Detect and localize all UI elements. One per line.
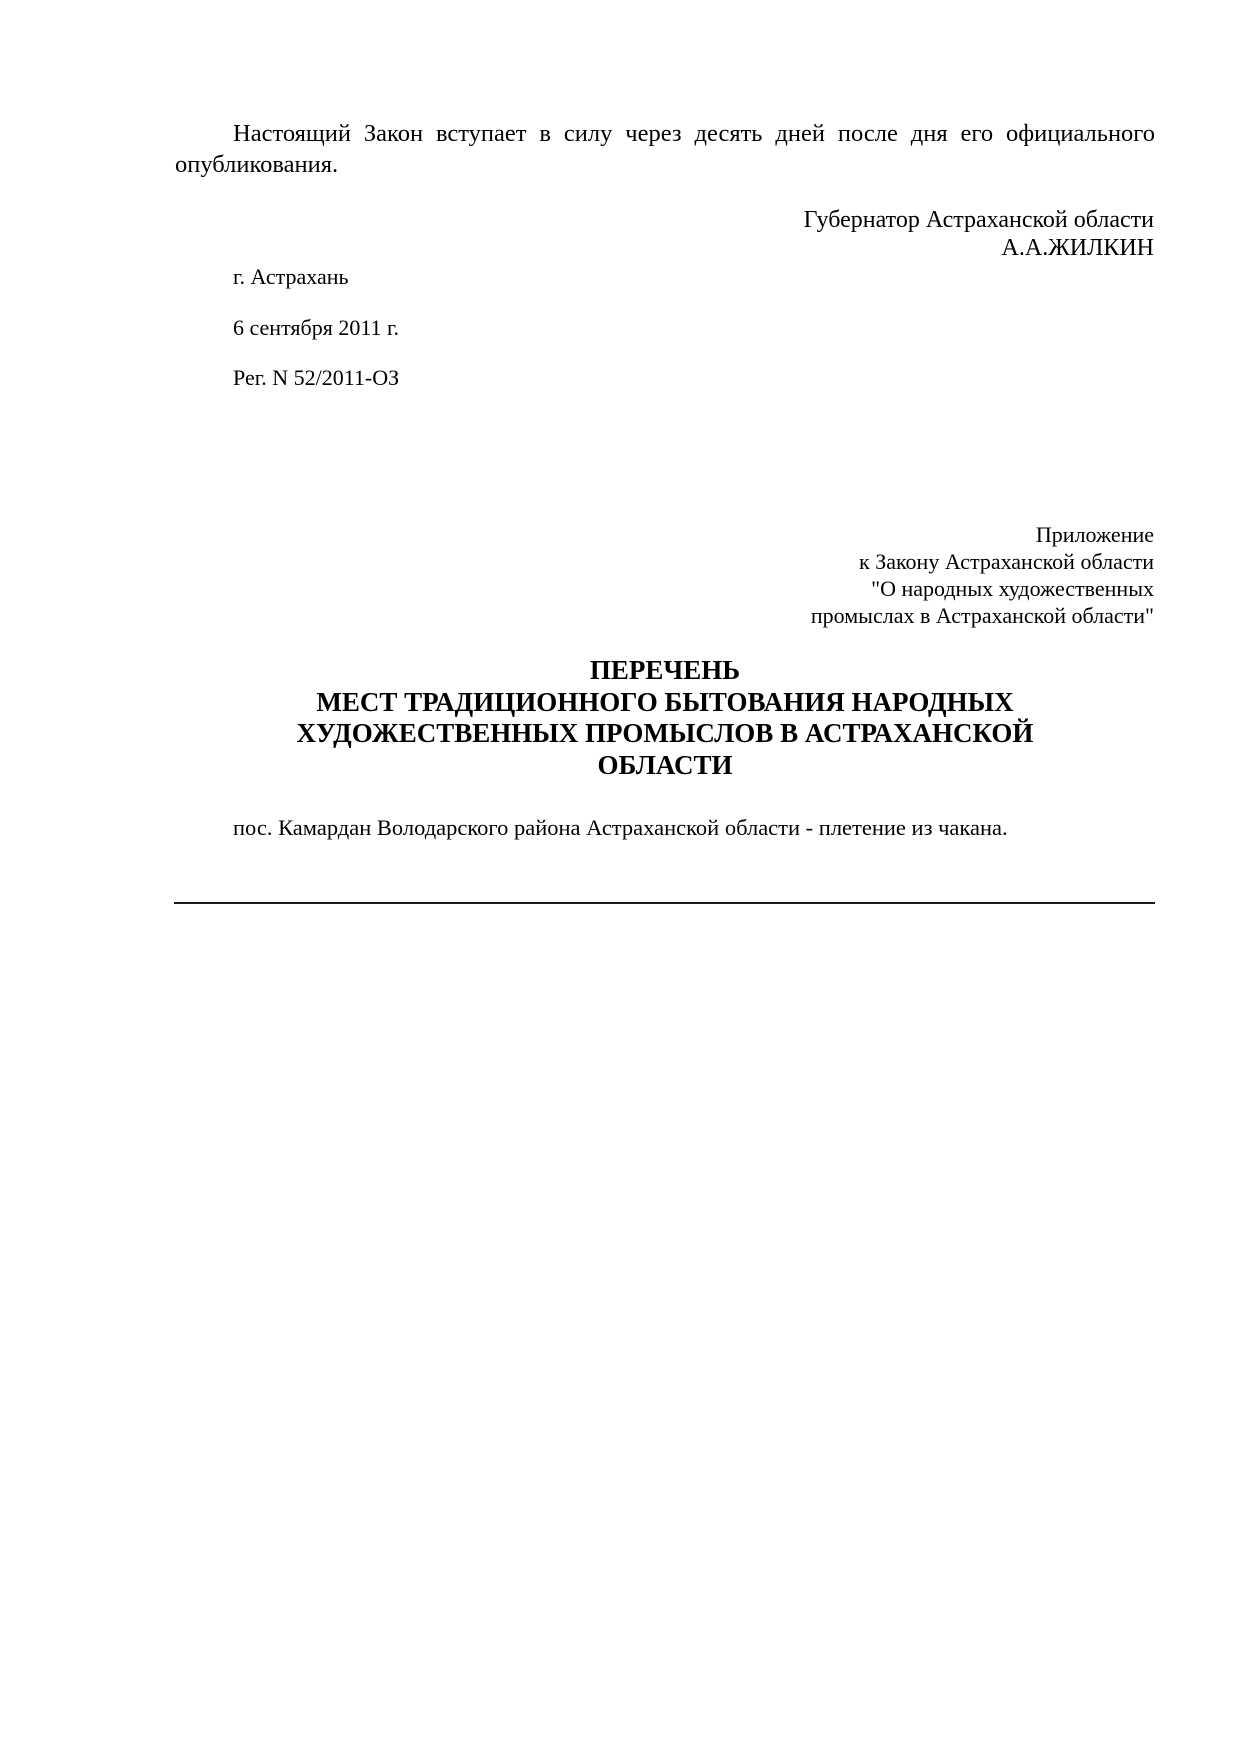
appendix-line: Приложение	[1035, 522, 1154, 547]
signature-position: Губернатор Астраханской области	[803, 207, 1154, 233]
appendix-line: промыслах в Астраханской области"	[810, 603, 1154, 628]
list-title	[175, 655, 1155, 781]
signing-date: 6 сентября 2011 г.	[233, 315, 400, 340]
appendix-line: к Закону Астраханской области	[859, 549, 1154, 574]
horizontal-divider	[174, 902, 1155, 904]
intro-paragraph: Настоящий Закон вступает в силу через десять дней после дня его официального опубликования.	[175, 120, 1155, 178]
signing-city: г. Астрахань	[233, 264, 349, 289]
registration-number: Рег. N 52/2011-ОЗ	[233, 365, 400, 390]
list-item: пос. Камардан Володарского района Астраханской области - плетение из чакана.	[233, 815, 1008, 840]
appendix-header	[811, 521, 1154, 629]
title-line: ПЕРЕЧЕНЬ	[589, 655, 741, 685]
title-line: ОБЛАСТИ	[597, 749, 733, 780]
appendix-line: "О народных художественных	[871, 576, 1154, 601]
title-line: ХУДОЖЕСТВЕННЫХ ПРОМЫСЛОВ В АСТРАХАНСКОЙ	[296, 718, 1034, 748]
signature-block	[804, 206, 1154, 262]
title-line: МЕСТ ТРАДИЦИОННОГО БЫТОВАНИЯ НАРОДНЫХ	[316, 686, 1014, 717]
signature-name: А.А.ЖИЛКИН	[1001, 235, 1154, 261]
